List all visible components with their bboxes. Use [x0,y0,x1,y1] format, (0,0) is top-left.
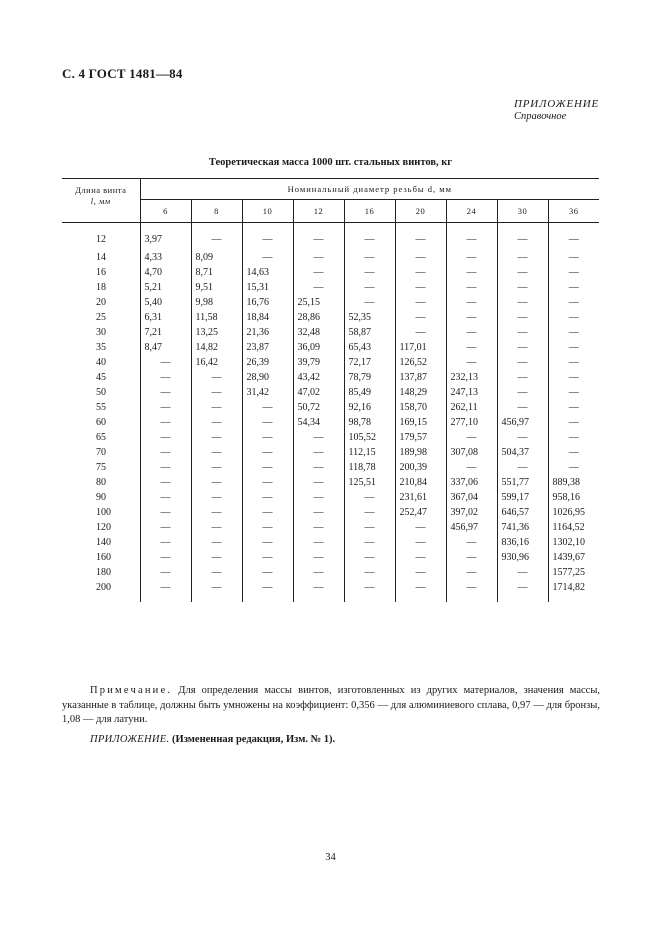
mass-cell: 65,43 [344,340,395,355]
table-row [62,535,599,550]
table-row [62,325,599,340]
mass-cell: 889,38 [548,475,599,490]
mass-cell: 262,11 [446,400,497,415]
mass-cell: 1026,95 [548,505,599,520]
mass-cell: — [395,250,446,265]
mass-cell: — [293,490,344,505]
mass-cell: — [344,565,395,580]
mass-cell: 98,78 [344,415,395,430]
mass-cell: — [191,223,242,251]
mass-cell: 23,87 [242,340,293,355]
mass-cell: 337,06 [446,475,497,490]
mass-cell: — [497,580,548,602]
table-row [62,445,599,460]
note-label: Примечание. [90,685,173,696]
mass-cell: 85,49 [344,385,395,400]
table-row [62,250,599,265]
mass-cell: — [548,325,599,340]
mass-cell: — [293,535,344,550]
mass-cell: — [497,355,548,370]
mass-cell: 16,76 [242,295,293,310]
table-row [62,550,599,565]
table-row [62,505,599,520]
mass-cell: 78,79 [344,370,395,385]
mass-cell: 9,98 [191,295,242,310]
mass-cell: — [446,310,497,325]
mass-cell: 958,16 [548,490,599,505]
diameter-header-30: 30 [497,200,548,223]
mass-cell: 118,78 [344,460,395,475]
mass-cell: — [140,550,191,565]
table-row [62,385,599,400]
mass-cell: 504,37 [497,445,548,460]
mass-cell: — [548,340,599,355]
diameter-header-12: 12 [293,200,344,223]
mass-cell: — [395,550,446,565]
mass-cell: 11,58 [191,310,242,325]
mass-cell: 8,47 [140,340,191,355]
mass-cell: 210,84 [395,475,446,490]
diameter-header-24: 24 [446,200,497,223]
mass-cell: — [140,430,191,445]
mass-cell: — [140,385,191,400]
mass-cell: — [497,280,548,295]
mass-cell: — [497,295,548,310]
mass-cell: 456,97 [446,520,497,535]
mass-cell: 5,40 [140,295,191,310]
mass-cell: — [548,385,599,400]
mass-cell: — [446,460,497,475]
table-row [62,310,599,325]
mass-table [62,178,599,602]
mass-cell: 43,42 [293,370,344,385]
diameter-header-20: 20 [395,200,446,223]
mass-cell: — [140,475,191,490]
mass-cell: — [344,505,395,520]
length-cell: 70 [96,447,106,458]
mass-cell: 137,87 [395,370,446,385]
mass-cell: 252,47 [395,505,446,520]
amendment-text: (Измененная редакция, Изм. № 1). [172,734,336,745]
mass-cell: 1714,82 [548,580,599,602]
mass-cell: — [140,490,191,505]
mass-cell: — [395,280,446,295]
mass-cell: — [242,565,293,580]
mass-cell: — [497,460,548,475]
mass-cell: — [548,310,599,325]
mass-cell: — [395,265,446,280]
mass-cell: — [140,535,191,550]
length-cell: 75 [96,462,106,473]
mass-cell: — [242,490,293,505]
length-cell: 100 [96,507,111,518]
mass-cell: 169,15 [395,415,446,430]
mass-cell: 551,77 [497,475,548,490]
mass-cell: 307,08 [446,445,497,460]
length-cell: 140 [96,537,111,548]
mass-cell: 14,63 [242,265,293,280]
length-header-line2: l, мм [90,196,111,206]
mass-cell: 148,29 [395,385,446,400]
mass-cell: 4,33 [140,250,191,265]
mass-cell: — [140,355,191,370]
table-row [62,490,599,505]
mass-cell: — [497,370,548,385]
mass-cell: — [191,490,242,505]
mass-cell: 28,90 [242,370,293,385]
mass-cell: — [242,460,293,475]
length-cell: 80 [96,477,106,488]
table-body [62,223,599,603]
appendix-title: ПРИЛОЖЕНИЕ [514,98,599,110]
mass-cell: 8,71 [191,265,242,280]
mass-cell: 189,98 [395,445,446,460]
mass-cell: — [446,280,497,295]
mass-cell: 158,70 [395,400,446,415]
mass-cell: — [242,415,293,430]
mass-cell: — [242,535,293,550]
mass-cell: — [140,400,191,415]
mass-cell: — [140,415,191,430]
mass-cell: — [344,280,395,295]
mass-cell: — [344,520,395,535]
mass-cell: — [293,580,344,602]
mass-cell: 16,42 [191,355,242,370]
mass-cell: — [446,223,497,251]
mass-cell: — [497,340,548,355]
length-cell: 16 [96,267,106,278]
page-number: 34 [325,852,336,863]
mass-cell: 1164,52 [548,520,599,535]
mass-cell: 36,09 [293,340,344,355]
mass-cell: — [344,580,395,602]
mass-cell: 52,35 [344,310,395,325]
mass-cell: — [242,223,293,251]
length-cell: 18 [96,282,106,293]
diameter-header-8: 8 [191,200,242,223]
table-row [62,415,599,430]
mass-cell: — [293,250,344,265]
mass-cell: — [548,400,599,415]
length-cell: 40 [96,357,106,368]
mass-cell: 32,48 [293,325,344,340]
mass-cell: — [395,565,446,580]
mass-cell: — [344,265,395,280]
mass-cell: — [191,475,242,490]
mass-cell: — [497,385,548,400]
mass-cell: — [446,355,497,370]
mass-cell: 1439,67 [548,550,599,565]
diameter-group-header: Номинальный диаметр резьбы d, мм [140,179,599,200]
mass-cell: — [395,520,446,535]
mass-cell: 4,70 [140,265,191,280]
table-row [62,400,599,415]
mass-cell: — [293,265,344,280]
length-cell: 12 [62,223,140,251]
mass-cell: — [293,430,344,445]
length-cell: 90 [96,492,106,503]
mass-cell: — [293,445,344,460]
table-row [62,370,599,385]
table-row [62,430,599,445]
mass-cell: 741,36 [497,520,548,535]
mass-cell: 367,04 [446,490,497,505]
mass-cell: — [293,223,344,251]
mass-cell: — [497,310,548,325]
length-cell: 20 [96,297,106,308]
mass-cell: 7,21 [140,325,191,340]
mass-cell: — [191,505,242,520]
mass-cell: — [446,535,497,550]
table-row [62,223,599,251]
table-row [62,280,599,295]
mass-cell: — [191,385,242,400]
mass-cell: 3,97 [140,223,191,251]
mass-cell: — [548,430,599,445]
mass-cell: — [395,535,446,550]
mass-cell: — [548,460,599,475]
mass-cell: 231,61 [395,490,446,505]
mass-cell: — [344,535,395,550]
mass-cell: — [140,370,191,385]
mass-cell: — [344,550,395,565]
mass-cell: 836,16 [497,535,548,550]
mass-cell: — [242,580,293,602]
mass-cell: 126,52 [395,355,446,370]
mass-cell: — [548,295,599,310]
mass-cell: 18,84 [242,310,293,325]
mass-cell: 930,96 [497,550,548,565]
length-cell: 25 [96,312,106,323]
mass-cell: 646,57 [497,505,548,520]
mass-cell: 397,02 [446,505,497,520]
mass-cell: — [191,550,242,565]
mass-cell: — [446,265,497,280]
mass-cell: — [446,340,497,355]
length-cell: 55 [96,402,106,413]
mass-cell: — [497,265,548,280]
mass-cell: 179,57 [395,430,446,445]
mass-cell: 8,09 [191,250,242,265]
table-row [62,340,599,355]
table-row [62,355,599,370]
mass-cell: 14,82 [191,340,242,355]
mass-cell: 31,42 [242,385,293,400]
mass-cell: — [395,223,446,251]
mass-cell: 39,79 [293,355,344,370]
mass-cell: — [242,505,293,520]
note-paragraph [62,684,600,728]
mass-cell: — [497,565,548,580]
mass-cell: — [446,430,497,445]
mass-cell: — [242,475,293,490]
length-cell: 120 [96,522,111,533]
mass-cell: 15,31 [242,280,293,295]
amendment-appendix: ПРИЛОЖЕНИЕ. [90,734,170,745]
mass-cell: 28,86 [293,310,344,325]
diameter-header-6: 6 [140,200,191,223]
mass-cell: — [344,223,395,251]
mass-cell: — [497,250,548,265]
mass-cell: 54,34 [293,415,344,430]
length-column-header [62,179,140,223]
mass-cell: — [242,430,293,445]
mass-cell: 1302,10 [548,535,599,550]
length-cell: 200 [96,582,111,593]
mass-cell: — [293,460,344,475]
length-cell: 160 [96,552,111,563]
mass-cell: 117,01 [395,340,446,355]
amendment-reference [90,734,335,745]
mass-cell: — [293,550,344,565]
mass-cell: — [497,325,548,340]
mass-cell: 5,21 [140,280,191,295]
table-row [62,565,599,580]
mass-cell: 232,13 [446,370,497,385]
mass-cell: — [293,280,344,295]
mass-cell: 25,15 [293,295,344,310]
mass-cell: — [140,565,191,580]
mass-cell: — [446,565,497,580]
mass-cell: — [548,223,599,251]
mass-cell: 92,16 [344,400,395,415]
mass-cell: — [497,430,548,445]
mass-cell: — [191,580,242,602]
mass-cell: — [242,520,293,535]
mass-cell: — [140,460,191,475]
mass-cell: 247,13 [446,385,497,400]
table-row [62,475,599,490]
appendix-subtitle: Справочное [514,111,567,122]
mass-cell: — [548,445,599,460]
length-cell: 65 [96,432,106,443]
mass-cell: — [548,265,599,280]
mass-cell: 58,87 [344,325,395,340]
mass-cell: — [140,445,191,460]
page-header: С. 4 ГОСТ 1481—84 [62,66,183,81]
mass-cell: — [191,370,242,385]
mass-cell: 47,02 [293,385,344,400]
mass-cell: — [140,520,191,535]
mass-cell: 125,51 [344,475,395,490]
mass-cell: — [446,580,497,602]
mass-cell: 105,52 [344,430,395,445]
mass-cell: — [548,355,599,370]
mass-cell: — [293,475,344,490]
mass-cell: — [446,250,497,265]
mass-cell: — [446,325,497,340]
mass-cell: — [497,223,548,251]
mass-cell: — [548,415,599,430]
mass-cell: — [395,325,446,340]
mass-cell: — [140,580,191,602]
note-text: Для определения массы винтов, изготовленных из других материалов, значения массы, указанные в таблице, должны быть умножены на коэффициент: 0,356 — для алюминиевого сплава, 0,97 — для бронзы, 1,08 — для латуни. [62,685,600,725]
mass-cell: — [395,310,446,325]
mass-cell: — [242,550,293,565]
diameter-header-10: 10 [242,200,293,223]
mass-cell: 21,36 [242,325,293,340]
length-cell: 45 [96,372,106,383]
mass-cell: — [293,565,344,580]
mass-cell: — [446,550,497,565]
table-row [62,580,599,602]
length-cell: 30 [96,327,106,338]
length-header-line1: Длина винта [75,185,127,195]
mass-cell: 13,25 [191,325,242,340]
mass-cell: — [191,430,242,445]
table-row [62,265,599,280]
mass-cell: — [395,295,446,310]
mass-cell: — [191,460,242,475]
mass-cell: — [548,370,599,385]
length-cell: 14 [96,252,106,263]
mass-cell: 50,72 [293,400,344,415]
mass-cell: 26,39 [242,355,293,370]
mass-cell: — [140,505,191,520]
mass-cell: — [191,565,242,580]
table-row [62,460,599,475]
mass-cell: — [395,580,446,602]
mass-cell: 599,17 [497,490,548,505]
table-row [62,520,599,535]
mass-cell: — [191,445,242,460]
mass-cell: 456,97 [497,415,548,430]
mass-cell: — [191,520,242,535]
mass-cell: — [548,250,599,265]
mass-cell: 200,39 [395,460,446,475]
mass-cell: — [548,280,599,295]
diameter-header-row [62,200,599,223]
mass-cell: 1577,25 [548,565,599,580]
length-cell: 35 [96,342,106,353]
mass-cell: — [344,490,395,505]
appendix-label [514,98,599,122]
mass-cell: — [242,250,293,265]
mass-cell: 112,15 [344,445,395,460]
mass-cell: 6,31 [140,310,191,325]
length-cell: 180 [96,567,111,578]
table-caption: Теоретическая масса 1000 шт. стальных винтов, кг [208,157,453,168]
mass-cell: — [242,400,293,415]
mass-cell: 277,10 [446,415,497,430]
length-cell: 50 [96,387,106,398]
mass-cell: — [191,535,242,550]
mass-cell: — [497,400,548,415]
mass-cell: — [344,295,395,310]
mass-cell: — [344,250,395,265]
mass-cell: 9,51 [191,280,242,295]
mass-cell: — [191,415,242,430]
mass-cell: — [446,295,497,310]
mass-cell: — [293,520,344,535]
diameter-header-16: 16 [344,200,395,223]
table-row [62,295,599,310]
mass-cell: — [191,400,242,415]
mass-cell: — [242,445,293,460]
mass-cell: — [293,505,344,520]
diameter-header-36: 36 [548,200,599,223]
length-cell: 60 [96,417,106,428]
mass-cell: 72,17 [344,355,395,370]
